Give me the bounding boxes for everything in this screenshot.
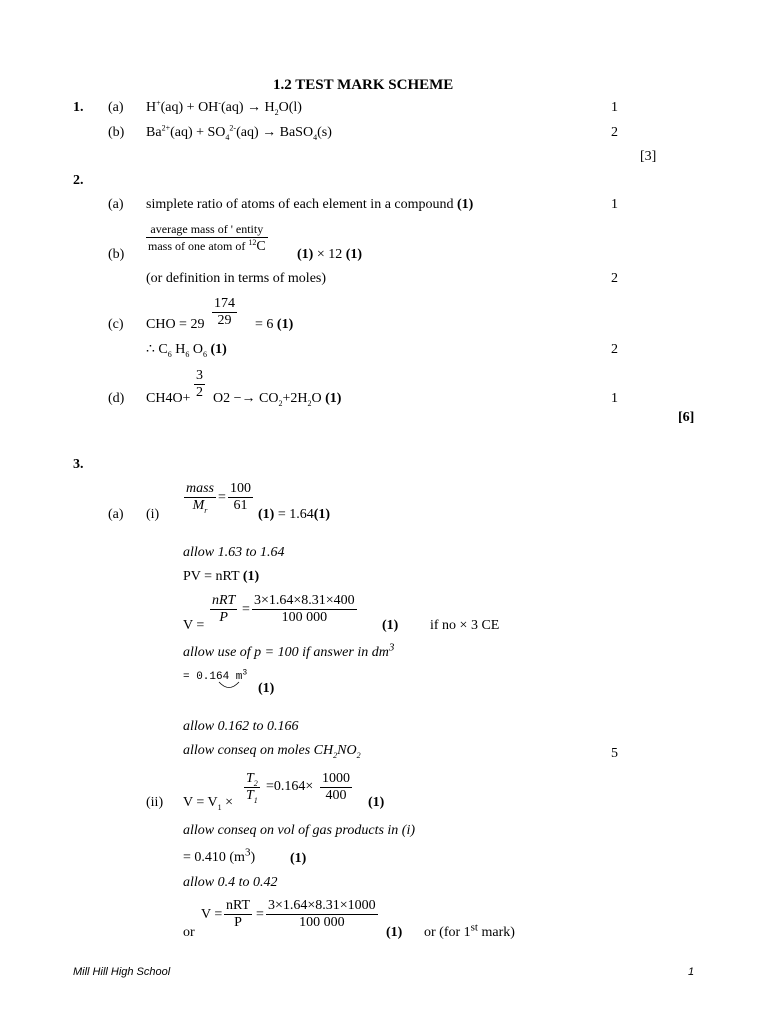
q3ii-or-frac1-den: P [224, 914, 252, 931]
q1b-end: (s) [317, 125, 332, 140]
q2a-mark: 1 [611, 197, 618, 212]
q2-total: [6] [678, 410, 695, 425]
q1a-sup: + [156, 98, 161, 108]
q2b-mark-token1: (1) [297, 247, 314, 262]
q2c-h: H [171, 342, 186, 357]
q1a-h: H [146, 100, 157, 115]
q3ii-times: × [225, 795, 234, 810]
q3ii-or-note-end: mark) [478, 925, 515, 940]
q3ii-or-v: V = [201, 907, 223, 922]
q3ii-or-frac2-num: 3×1.64×8.31×1000 [268, 898, 376, 913]
q3ii-allow: allow conseq on vol of gas products in (i) [183, 823, 416, 838]
q2a-mark-token: (1) [457, 197, 474, 212]
q2c-sub2: 6 [185, 349, 190, 359]
q3ii-or-frac2 [266, 898, 378, 931]
q3ii-t1-t: T [246, 788, 254, 803]
q2c-post [255, 317, 293, 333]
q2a-definition: simplete ratio of atoms of each element in a compound [146, 197, 454, 212]
q2b-fraction [146, 221, 268, 255]
q2b-times: × 12 [316, 247, 343, 262]
q2b-tail [297, 247, 362, 263]
q1a-rest: (aq) → H [220, 100, 275, 115]
q1b-ba: Ba [146, 125, 162, 140]
q2d-numerator: 3 [196, 368, 203, 383]
q2d-equation [213, 391, 341, 407]
q2c-formula [146, 342, 227, 358]
q3-allow-p-text: allow use of p = 100 if answer in dm [183, 645, 389, 660]
q3-allow-p [183, 641, 395, 661]
q3-allow-p-sup: 3 [388, 641, 395, 654]
q2c-label: (c) [108, 317, 124, 332]
q3ii-or-note-text: or (for 1 [424, 925, 471, 940]
q3ii-or-mark-token: (1) [386, 925, 403, 940]
q3ii-v: V = V [183, 795, 218, 810]
q2d-label: (d) [108, 391, 125, 406]
q3-v-eq: = [242, 602, 250, 617]
q1a-label: (a) [108, 100, 124, 115]
q2c-mark: 2 [611, 342, 618, 357]
q3ii-or-note [424, 921, 515, 941]
q3a-label: (a) [108, 507, 124, 522]
q2d-mark: 1 [611, 391, 618, 406]
q3a-mark: 5 [611, 746, 618, 761]
q3ii-res-text: = 0.410 (m [183, 850, 245, 865]
q2b-label: (b) [108, 247, 125, 262]
q3ii-frac-temps [320, 771, 352, 804]
q3a-mass-den [184, 497, 216, 514]
q2d-post: O2 −→ CO [213, 391, 279, 406]
q3ii-t2 [244, 771, 260, 787]
q2b-mark-token2: (1) [345, 247, 363, 262]
q3a-mr-sub: r [204, 505, 208, 515]
q3-allow-2: allow 0.162 to 0.166 [183, 719, 299, 734]
q2d-sub1: 2 [278, 398, 283, 408]
q3-v-frac1 [210, 593, 237, 626]
q3ii-or-frac1-num: nRT [226, 898, 251, 913]
q3a-values-den: 61 [228, 497, 253, 514]
q3ii-v-sub: 1 [217, 802, 222, 812]
q3ai-mark-token1: (1) [258, 507, 275, 522]
question-2-number: 2. [73, 173, 84, 188]
q2d-sub2: 2 [307, 398, 312, 408]
q2d-mid: +2H [282, 391, 308, 406]
q3-arc-mark [218, 681, 240, 691]
q2a-label: (a) [108, 197, 124, 212]
q3ii-or-eq: = [256, 907, 264, 922]
q3ii-res-mark-token: (1) [290, 851, 307, 866]
q3-conseq-sub1: 2 [333, 750, 338, 760]
q3a-values-num: 100 [230, 481, 251, 496]
q1b-label: (b) [108, 125, 125, 140]
q2d-mark-token: (1) [325, 391, 342, 406]
q3-v-frac1-den: P [210, 609, 237, 626]
q2c-therefore: ∴ C [146, 342, 168, 357]
q3ai-result [258, 507, 330, 523]
page-title: 1.2 TEST MARK SCHEME [273, 77, 454, 93]
q3-v-ce: if no × 3 CE [430, 618, 500, 633]
q3-allow-1: allow 1.63 to 1.64 [183, 545, 285, 560]
q3ai-mark-token2: (1) [313, 507, 331, 522]
q3a-frac-mass [184, 481, 216, 514]
q2c-pre: CHO = 29 [146, 317, 205, 332]
q2c-numerator: 174 [214, 296, 235, 311]
q3ii-label: (ii) [146, 795, 164, 810]
q3a-eq-sign: = [218, 490, 226, 505]
q3ii-t1-sub: 1 [253, 795, 258, 805]
q1a-sup2: - [218, 98, 221, 108]
q3-pv-eq: PV = nRT [183, 569, 240, 584]
q3-conseq-sub2: 2 [356, 750, 361, 760]
q2c-denominator: 29 [212, 312, 237, 329]
q3ii-pre [183, 795, 233, 811]
q1b-sup2: 2- [229, 123, 237, 133]
q3ii-or-label: or [183, 925, 195, 940]
q3a-mass-num: mass [186, 481, 215, 496]
q2d-denominator: 2 [196, 385, 203, 400]
q3-res-text: = 0.164 m [183, 671, 243, 683]
q1b-sub1: 4 [225, 132, 230, 142]
q3ii-result [183, 846, 256, 866]
q3ii-temps-den: 400 [320, 787, 352, 804]
q3-v-pre: V = [183, 618, 205, 633]
q2d-pre: CH4O+ [146, 391, 191, 406]
q1b-mark: 2 [611, 125, 618, 140]
q3ii-res-close: ) [250, 850, 256, 865]
q1-total: [3] [640, 149, 657, 164]
q3ii-t2-sub: 2 [253, 778, 258, 788]
footer-page-number: 1 [688, 966, 695, 978]
q3-pv [183, 569, 259, 585]
q3ii-t1 [244, 787, 260, 804]
q3-v-frac2 [252, 593, 357, 626]
q3ii-eq: =0.164× [266, 779, 314, 794]
q3a-mr: M [192, 498, 205, 513]
q2b-den-c: C [256, 239, 266, 254]
q3-v-frac1-num: nRT [212, 593, 236, 608]
q2d-end: O [311, 391, 322, 406]
q1b-rest: (aq) → BaSO [236, 125, 314, 140]
q1a-end: O(l) [278, 100, 302, 115]
q3ai-label: (i) [146, 507, 160, 522]
q3-res-mark-token: (1) [258, 681, 275, 696]
q2c-sub3: 6 [203, 349, 207, 359]
q1a-sub: 2 [274, 107, 279, 117]
q1b-equation [146, 125, 332, 141]
q3-conseq [183, 743, 361, 759]
q2b-den-sup: 12 [248, 238, 257, 247]
q3a-frac-values [228, 481, 253, 514]
q2c-sub1: 6 [167, 349, 172, 359]
q3ii-or-note-sup: st [470, 921, 478, 934]
q2b-alt: (or definition in terms of moles) [146, 271, 327, 286]
q3ii-res-sup: 3 [244, 846, 251, 859]
q3ii-temps-num: 1000 [322, 771, 350, 786]
q2a-text [146, 197, 473, 213]
question-1-number: 1. [73, 100, 84, 115]
q1a-mark: 1 [611, 100, 618, 115]
q2c-o: O [189, 342, 203, 357]
q3-pv-mark-token: (1) [242, 569, 260, 584]
q3ii-or-frac1 [224, 898, 252, 931]
q2b-den-text: mass of one atom of [148, 239, 246, 253]
q2c-fraction [212, 296, 237, 329]
q1b-sup1: 2+ [161, 123, 171, 133]
q3ii-t2-t: T [246, 771, 254, 786]
footer-school: Mill Hill High School [73, 966, 171, 978]
q3-res-sup: 3 [242, 668, 248, 678]
q3ii-or-frac2-den: 100 000 [266, 914, 378, 931]
q1b-mid: (aq) + SO [170, 125, 226, 140]
q2d-fraction [194, 368, 205, 401]
q3-v-mark-token: (1) [382, 618, 399, 633]
q3-conseq-mid: NO [337, 743, 357, 758]
q2c-mark-token2: (1) [210, 342, 227, 357]
question-3-number: 3. [73, 457, 84, 472]
q3ii-frac-t [244, 771, 260, 804]
q2b-mark: 2 [611, 271, 618, 286]
q3-conseq-text: allow conseq on moles CH [183, 743, 334, 758]
q2b-numerator: average mass of ' entity [150, 222, 264, 236]
q1a-mid: (aq) + OH [160, 100, 219, 115]
q2b-denominator [146, 237, 268, 255]
q3ai-eq: = 1.64 [277, 507, 314, 522]
q3ii-allow-2: allow 0.4 to 0.42 [183, 875, 278, 890]
q3-v-frac2-num: 3×1.64×8.31×400 [254, 593, 355, 608]
q3-v-frac2-den: 100 000 [252, 609, 357, 626]
q3ii-mark-token: (1) [368, 795, 385, 810]
q1a-equation [146, 100, 302, 116]
q2c-result: = 6 [255, 317, 274, 332]
q2c-mark-token: (1) [276, 317, 294, 332]
q1b-sub2: 4 [313, 132, 318, 142]
